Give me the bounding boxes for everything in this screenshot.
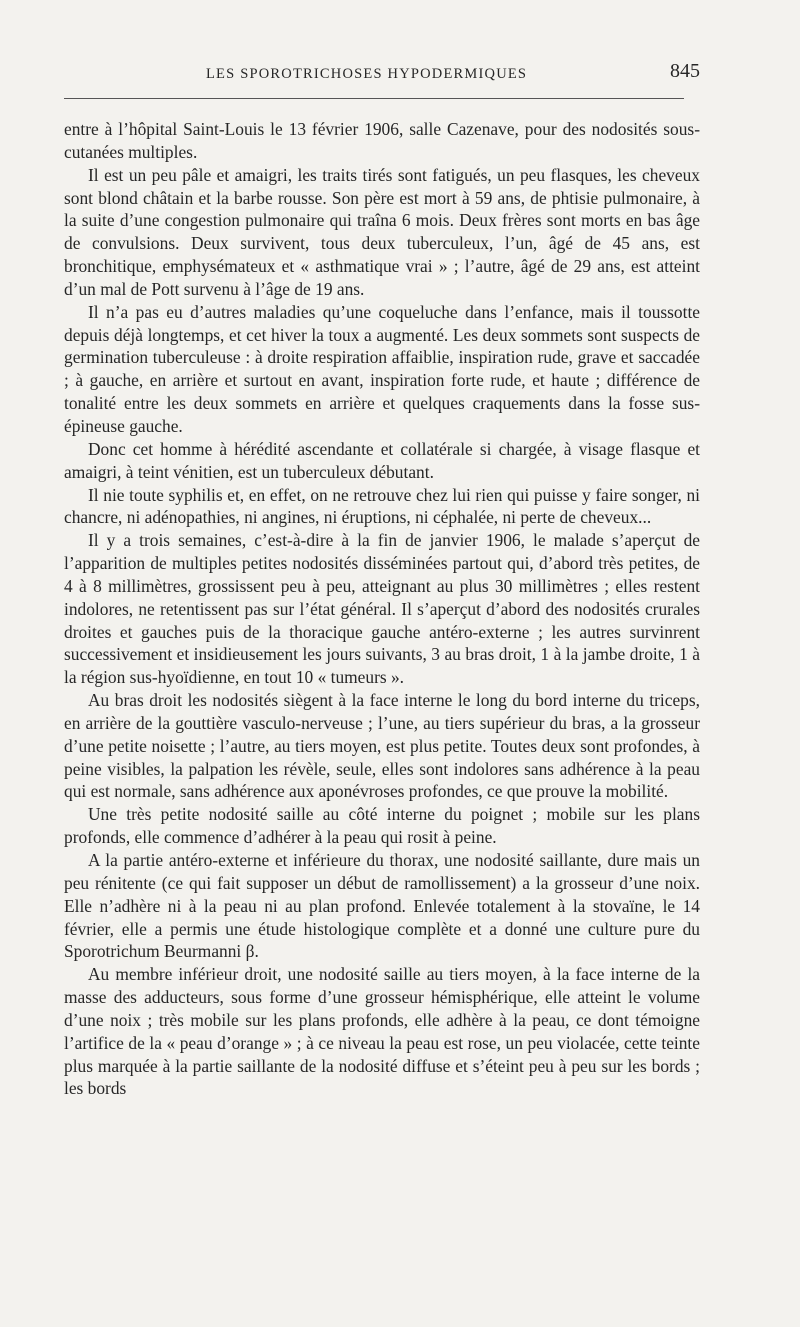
page-header — [64, 60, 700, 88]
paragraph: entre à l’hôpital Saint-Louis le 13 février 1906, salle Cazenave, pour des nodosités sous-cutanées multiples. — [64, 119, 700, 162]
paragraph: Il n’a pas eu d’autres maladies qu’une coqueluche dans l’enfance, mais il toussotte depuis déjà longtemps, et cet hiver la toux a augmenté. Les deux sommets sont suspects de germination tuberculeuse : à droite respiration affaiblie, inspiration rude, grave et saccadée ; à gauche, en arrière et surtout en avant, inspiration forte rude, et haute ; différence de tonalité entre les deux sommets en arrière et quelques craquements dans la fosse sus-épineuse gauche. — [64, 301, 700, 436]
page-number: 845 — [670, 60, 700, 82]
running-title: LES SPOROTRICHOSES HYPODERMIQUES — [206, 66, 528, 82]
paragraph: Donc cet homme à hérédité ascendante et collatérale si chargée, à visage flasque et amaigri, à teint vénitien, est un tuberculeux débutant. — [64, 438, 700, 482]
body-text — [64, 118, 700, 1100]
header-rule — [64, 98, 684, 99]
paragraph: Au membre inférieur droit, une nodosité saille au tiers moyen, à la face interne de la masse des adducteurs, sous forme d’une grosseur hémisphérique, elle atteint le volume d’une noix ; très mobile sur les plans profonds, elle adhère à la peau, ce dont témoigne l’artifice de la « peau d’orange » ; à ce niveau la peau est rose, un peu violacée, cette teinte plus marquée à la partie saillante de la nodosité diffuse et s’éteint peu à peu sur les bords ; les bords — [64, 964, 700, 1099]
paragraph: Une très petite nodosité saille au côté interne du poignet ; mobile sur les plans profonds, elle commence d’adhérer à la peau qui rosit à peine. — [64, 804, 700, 848]
paragraph: Il est un peu pâle et amaigri, les traits tirés sont fatigués, un peu flasques, les cheveux sont blond châtain et la barbe rousse. Son père est mort à 59 ans, de phtisie pulmonaire, à la suite d’une congestion pulmonaire qui traîna 6 mois. Deux frères sont morts en bas âge de convulsions. Deux survivent, tous deux tuberculeux, l’un, âgé de 45 ans, est bronchitique, emphysémateux et « asthmatique vrai » ; l’autre, âgé de 29 ans, est atteint d’un mal de Pott survenu à l’âge de 19 ans. — [64, 164, 700, 299]
paragraph: Il y a trois semaines, c’est-à-dire à la fin de janvier 1906, le malade s’aperçut de l’apparition de multiples petites nodosités disséminées partout qui, d’abord très petites, de 4 à 8 millimètres, grossissent peu à peu, atteignant au plus 30 millimètres ; elles restent indolores, ne retentissent pas sur l’état général. Il s’aperçut d’abord des nodosités crurales droites et gauches puis de la thoracique gauche antéro-externe ; les autres survinrent successivement et insidieusement les jours suivants, 3 au bras droit, 1 à la jambe droite, 1 à la région sus-hyoïdienne, en tout 10 « tumeurs ». — [64, 530, 700, 688]
paragraph: Au bras droit les nodosités siègent à la face interne le long du bord interne du triceps, en arrière de la gouttière vasculo-nerveuse ; l’une, au tiers supérieur du bras, a la grosseur d’une petite noisette ; l’autre, au tiers moyen, est plus petite. Toutes deux sont profondes, à peine visibles, la palpation les révèle, seule, elles sont indolores sans adhérence à la peau qui est normale, sans adhérence aux aponévroses profondes, ce que prouve la mobilité. — [64, 690, 700, 802]
paragraph: A la partie antéro-externe et inférieure du thorax, une nodosité saillante, dure mais un peu rénitente (ce qui fait supposer un début de ramollissement) a la grosseur d’une noix. Elle n’adhère ni à la peau ni au plan profond. Enlevée totalement à la stovaïne, le 14 février, elle a permis une étude histologique complète et a donné une culture pure du Sporotrichum Beurmanni β. — [64, 850, 700, 962]
paragraph: Il nie toute syphilis et, en effet, on ne retrouve chez lui rien qui puisse y faire songer, ni chancre, ni adénopathies, ni angines, ni éruptions, ni céphalée, ni perte de cheveux... — [64, 484, 700, 528]
